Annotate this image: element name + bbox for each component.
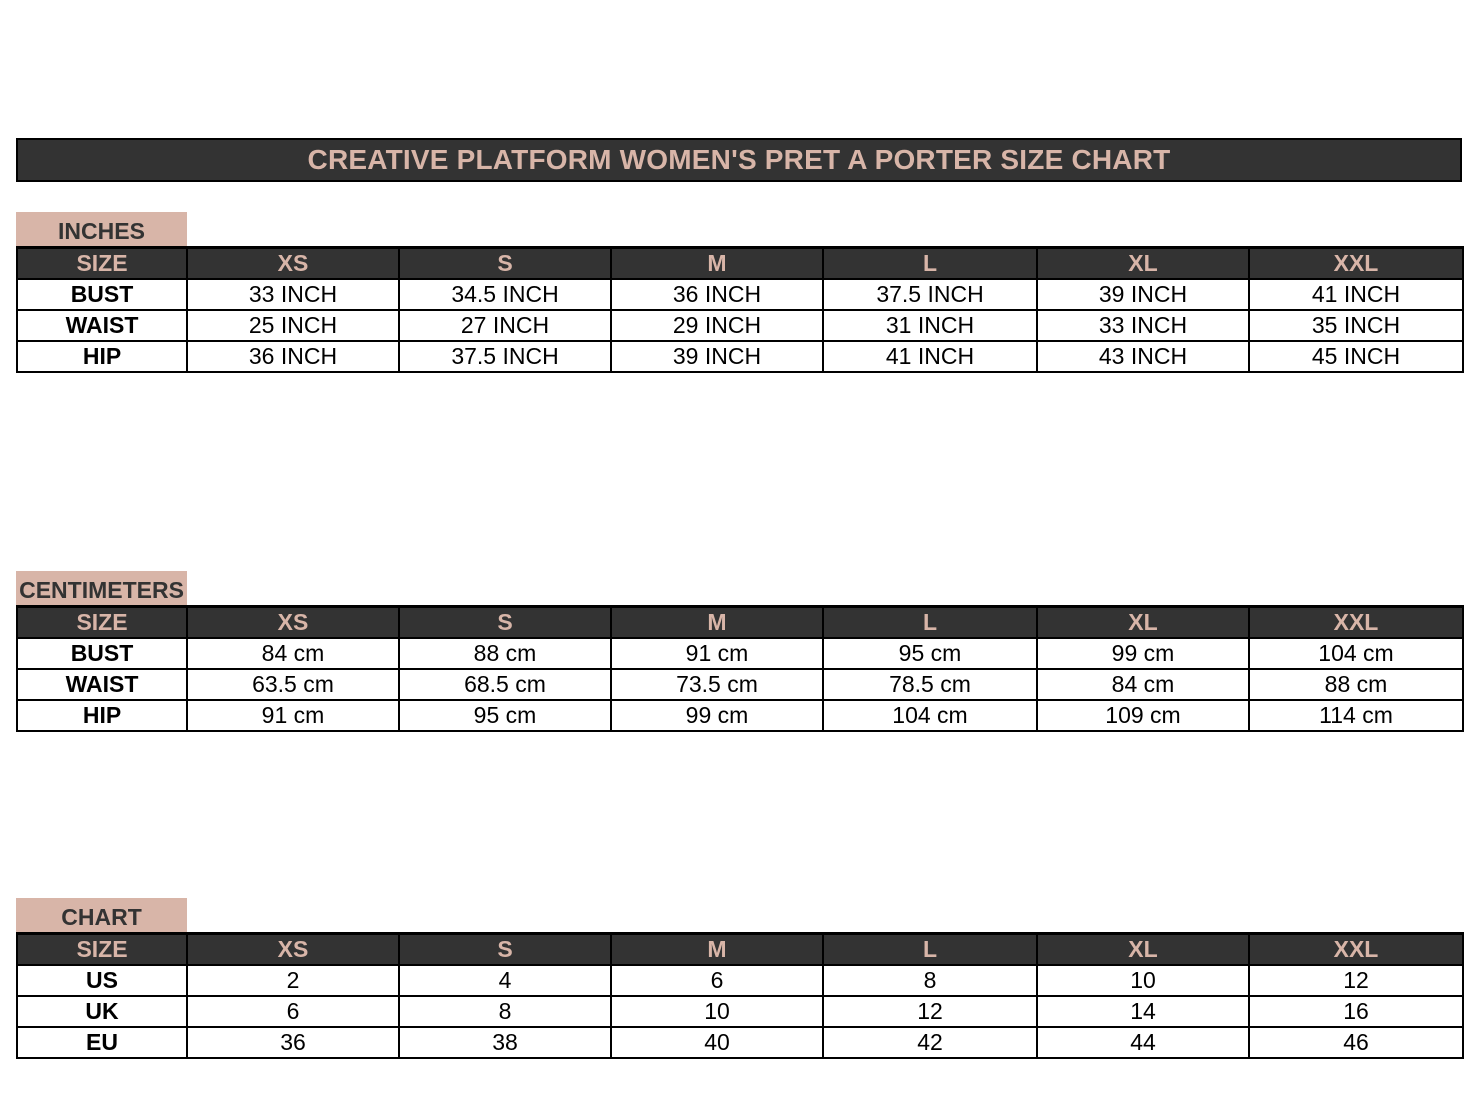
table-cell: 34.5 INCH — [399, 279, 611, 310]
size-col-header: M — [611, 607, 823, 639]
table-cell: 39 INCH — [611, 341, 823, 372]
size-col-header: L — [823, 934, 1037, 966]
table-cell: 10 — [1037, 965, 1249, 996]
size-col-header: XL — [1037, 934, 1249, 966]
table-cell: 6 — [187, 996, 399, 1027]
table-cell: 104 cm — [823, 700, 1037, 731]
size-header: SIZE — [17, 607, 187, 639]
table-cell: 29 INCH — [611, 310, 823, 341]
page-title: CREATIVE PLATFORM WOMEN'S PRET A PORTER SIZE CHART — [307, 144, 1171, 175]
table-header-row — [17, 248, 1463, 280]
table-cell: 16 — [1249, 996, 1463, 1027]
table-header-row — [17, 934, 1463, 966]
table-cell: 95 cm — [823, 638, 1037, 669]
size-col-header: XL — [1037, 607, 1249, 639]
size-col-header: XXL — [1249, 934, 1463, 966]
row-label: WAIST — [17, 310, 187, 341]
size-col-header: L — [823, 248, 1037, 280]
size-col-header: S — [399, 607, 611, 639]
table-cell: 63.5 cm — [187, 669, 399, 700]
table-row — [17, 310, 1463, 341]
table-cell: 33 INCH — [187, 279, 399, 310]
table-row — [17, 638, 1463, 669]
inches-section — [16, 212, 1462, 373]
table-cell: 37.5 INCH — [399, 341, 611, 372]
table-cell: 73.5 cm — [611, 669, 823, 700]
row-label: US — [17, 965, 187, 996]
size-col-header: M — [611, 934, 823, 966]
table-header-row — [17, 607, 1463, 639]
table-cell: 43 INCH — [1037, 341, 1249, 372]
table-cell: 2 — [187, 965, 399, 996]
table-cell: 27 INCH — [399, 310, 611, 341]
row-label: BUST — [17, 638, 187, 669]
size-col-header: XXL — [1249, 248, 1463, 280]
table-cell: 36 INCH — [187, 341, 399, 372]
size-col-header: XL — [1037, 248, 1249, 280]
inches-table — [16, 246, 1464, 373]
table-cell: 104 cm — [1249, 638, 1463, 669]
size-col-header: XS — [187, 607, 399, 639]
table-cell: 33 INCH — [1037, 310, 1249, 341]
size-header: SIZE — [17, 248, 187, 280]
table-cell: 8 — [399, 996, 611, 1027]
table-cell: 39 INCH — [1037, 279, 1249, 310]
table-cell: 12 — [1249, 965, 1463, 996]
table-row — [17, 341, 1463, 372]
table-cell: 40 — [611, 1027, 823, 1058]
table-cell: 68.5 cm — [399, 669, 611, 700]
size-col-header: XS — [187, 934, 399, 966]
table-cell: 14 — [1037, 996, 1249, 1027]
table-cell: 25 INCH — [187, 310, 399, 341]
table-cell: 46 — [1249, 1027, 1463, 1058]
size-col-header: L — [823, 607, 1037, 639]
table-cell: 91 cm — [611, 638, 823, 669]
centimeters-section — [16, 571, 1462, 732]
centimeters-tag: CENTIMETERS — [16, 571, 187, 605]
table-row — [17, 965, 1463, 996]
table-cell: 91 cm — [187, 700, 399, 731]
table-cell: 99 cm — [611, 700, 823, 731]
table-row — [17, 996, 1463, 1027]
table-cell: 41 INCH — [823, 341, 1037, 372]
inches-tag: INCHES — [16, 212, 187, 246]
table-cell: 37.5 INCH — [823, 279, 1037, 310]
table-cell: 36 INCH — [611, 279, 823, 310]
chart-tag: CHART — [16, 898, 187, 932]
table-cell: 8 — [823, 965, 1037, 996]
table-cell: 109 cm — [1037, 700, 1249, 731]
row-label: EU — [17, 1027, 187, 1058]
conversion-chart-section — [16, 898, 1462, 1059]
table-cell: 6 — [611, 965, 823, 996]
size-col-header: M — [611, 248, 823, 280]
table-cell: 84 cm — [187, 638, 399, 669]
row-label: UK — [17, 996, 187, 1027]
table-cell: 38 — [399, 1027, 611, 1058]
table-cell: 31 INCH — [823, 310, 1037, 341]
table-cell: 12 — [823, 996, 1037, 1027]
table-cell: 36 — [187, 1027, 399, 1058]
size-col-header: XXL — [1249, 607, 1463, 639]
table-cell: 99 cm — [1037, 638, 1249, 669]
table-cell: 84 cm — [1037, 669, 1249, 700]
row-label: WAIST — [17, 669, 187, 700]
table-cell: 88 cm — [399, 638, 611, 669]
table-cell: 88 cm — [1249, 669, 1463, 700]
centimeters-table — [16, 605, 1464, 732]
table-cell: 95 cm — [399, 700, 611, 731]
table-cell: 45 INCH — [1249, 341, 1463, 372]
size-col-header: S — [399, 934, 611, 966]
table-row — [17, 700, 1463, 731]
table-cell: 114 cm — [1249, 700, 1463, 731]
row-label: BUST — [17, 279, 187, 310]
table-cell: 44 — [1037, 1027, 1249, 1058]
table-cell: 10 — [611, 996, 823, 1027]
size-col-header: S — [399, 248, 611, 280]
table-cell: 42 — [823, 1027, 1037, 1058]
row-label: HIP — [17, 700, 187, 731]
conversion-chart-table — [16, 932, 1464, 1059]
table-row — [17, 1027, 1463, 1058]
table-cell: 41 INCH — [1249, 279, 1463, 310]
table-cell: 35 INCH — [1249, 310, 1463, 341]
size-col-header: XS — [187, 248, 399, 280]
size-header: SIZE — [17, 934, 187, 966]
table-cell: 4 — [399, 965, 611, 996]
row-label: HIP — [17, 341, 187, 372]
size-chart-title-banner — [16, 138, 1462, 182]
table-row — [17, 279, 1463, 310]
table-cell: 78.5 cm — [823, 669, 1037, 700]
table-row — [17, 669, 1463, 700]
